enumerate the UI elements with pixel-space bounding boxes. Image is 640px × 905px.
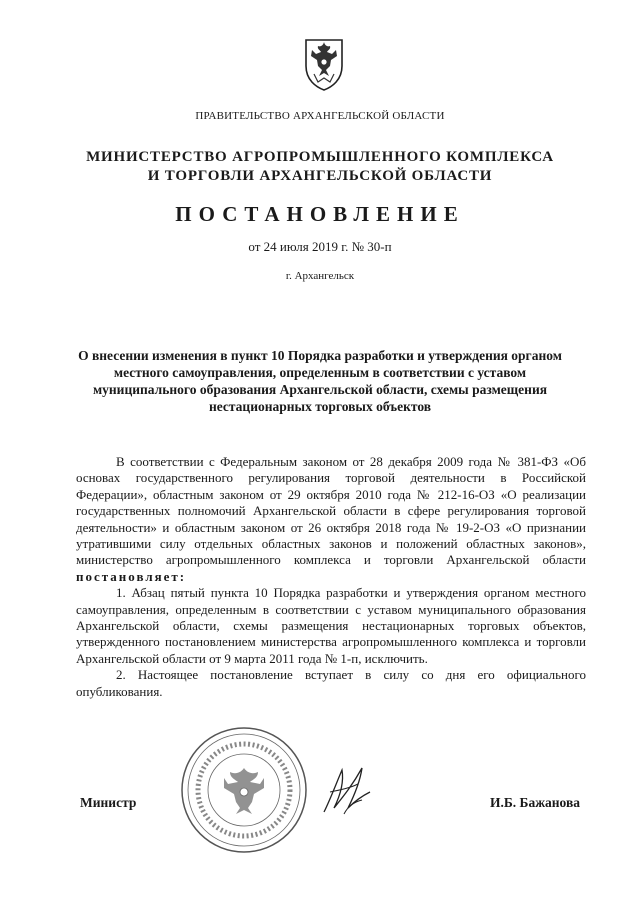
government-name: ПРАВИТЕЛЬСТВО АРХАНГЕЛЬСКОЙ ОБЛАСТИ (195, 110, 445, 122)
handwritten-signature (318, 762, 376, 820)
document-city: г. Архангельск (285, 270, 355, 282)
document-date-number: от 24 июля 2019 г. № 30-п (248, 239, 392, 254)
preamble-text: В соответствии с Федеральным законом от 28 декабря 2009 года № 381-ФЗ «Об основах государственного регулирования торговой деятельности в Российской Федерации», областным законом от 29 октября 2010 года № 212-16-ОЗ «О реализации государственных полномочий Архангельской области в сфере регулирования торговой деятельности» и областным законом от 26 октября 2018 года № 19-2-ОЗ «О признании утратившими силу отдельных областных законов и положений областных законов», министерство агропромышленного комплекса и торговли Архангельской области (76, 454, 586, 568)
document-subject: О внесении изменения в пункт 10 Порядка разработки и утверждения органом местного самоуправления, определенным в соответствии с уставом муниципального образования Архангельской области, схемы размещения нестационарных торговых объектов (78, 348, 562, 414)
preamble-paragraph (76, 454, 586, 585)
signatory-name: И.Б. Бажанова (490, 795, 580, 810)
decree-word: постановляет: (76, 568, 187, 584)
document-body (76, 454, 586, 700)
coat-of-arms-icon (302, 36, 346, 92)
official-seal (178, 724, 310, 856)
item-2: 2. Настоящее постановление вступает в силу со дня его официального опубликования. (76, 667, 586, 699)
ministry-name (0, 148, 640, 186)
ministry-name-line-1: МИНИСТЕРСТВО АГРОПРОМЫШЛЕННОГО КОМПЛЕКСА (86, 149, 554, 165)
document-type: ПОСТАНОВЛЕНИЕ (175, 202, 465, 226)
ministry-name-line-2: И ТОРГОВЛИ АРХАНГЕЛЬСКОЙ ОБЛАСТИ (147, 168, 493, 184)
signatory-title: Министр (80, 795, 137, 810)
item-1: 1. Абзац пятый пункта 10 Порядка разработки и утверждения органом местного самоуправления, определенным в соответствии с уставом муниципального образования Архангельской области, схемы размещения нестационарных торговых объектов, утвержденного постановлением министерства агропромышленного комплекса и торговли Архангельской области от 9 марта 2011 года № 1-п, исключить. (76, 585, 586, 666)
